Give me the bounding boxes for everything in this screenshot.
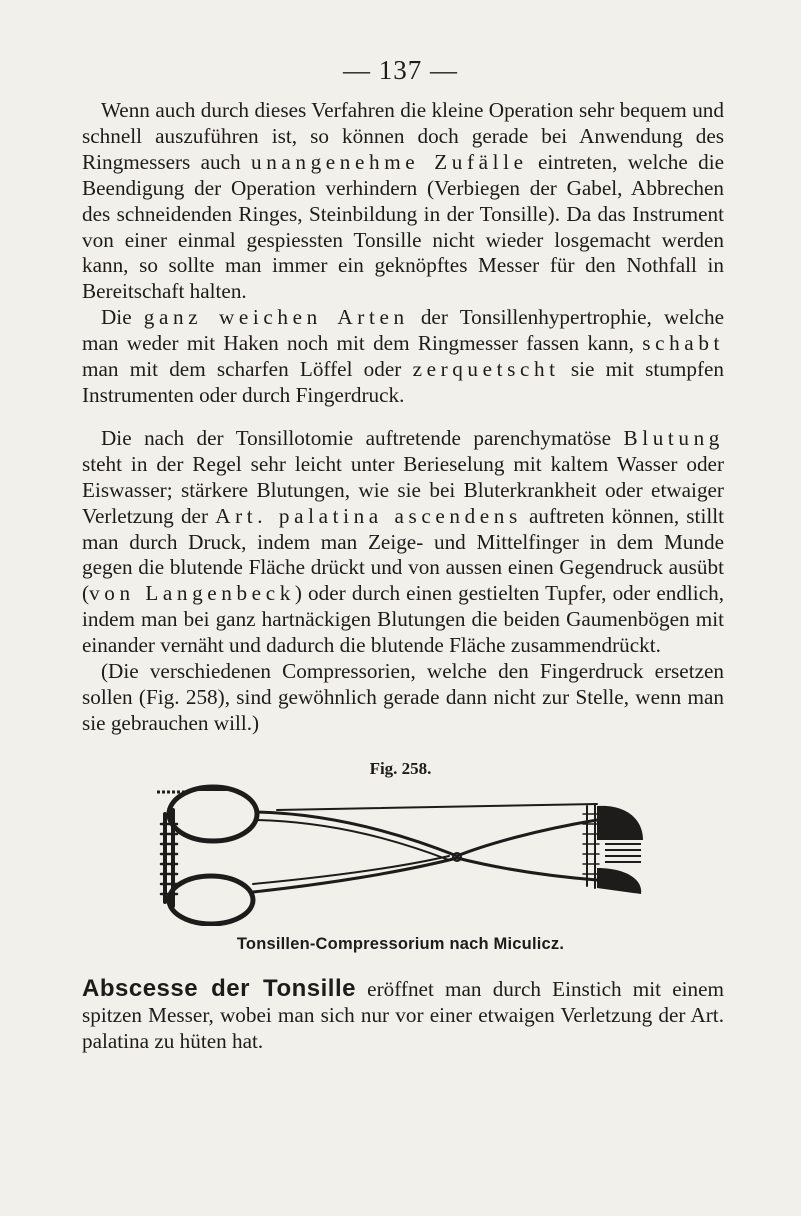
upper-arm: [257, 812, 597, 856]
emphasis-text: Blutung: [623, 425, 724, 450]
paragraph-blutung: Die nach der Tonsillotomie auftretende parenchymatöse Blutung steht in der Regel sehr leicht unter Berieselung mit kaltem Wasser oder Eiswasser; stärkere Blutungen, wie sie bei Bluterkrankheit oder etwaiger Verletzung der Art. palatina ascendens auftreten können, stillt man durch Druck, indem man Zeige- und Mittelfinger in dem Munde gegen die blutende Fläche drückt und von aussen einen Gegendruck ausübt (von Langenbeck) oder durch einen gestielten Tupfer, oder endlich, indem man bei ganz hartnäckigen Blutungen die beiden Gaumenbögen mit einander vernäht und dadurch die blutende Fläche zusammendrückt.: [82, 425, 724, 658]
emphasis-text: ganz weichen Arten: [143, 305, 409, 330]
emphasis-text: von Langenbeck: [89, 581, 295, 606]
paragraph-weiche-arten: Die ganz weichen Arten der Tonsillenhypertrophie, welche man weder mit Haken noch mit dem Ringmesser fassen kann, schabt man mit dem scharfen Löffel oder zerquetscht sie mit stumpfen Instrumenten oder durch Fingerdruck.: [82, 305, 724, 407]
figure-label: Fig. 258.: [369, 759, 432, 778]
paragraph-ringmesser: Wenn auch durch dieses Verfahren die kleine Operation sehr bequem und schnell auszuführen ist, so können doch gerade bei Anwendung des Ringmessers auch unangenehme Zufälle eintreten, welche die Beendigung der Operation verhindern (Verbiegen der Gabel, Abbrechen des schneidenden Ringes, Steinbildung in der Tonsille). Da das Instrument von einer einmal gespiessten Tonsille nicht wieder losgemacht werden kann, so sollte man immer ein geknöpftes Messer für den Nothfall in Bereitschaft halten.: [82, 98, 724, 304]
paragraph-abscesse: Abscesse der Tonsille eröffnet man durch Einstich mit einem spitzen Messer, wobei man sich nur vor einer etwaigen Verletzung der Art. palatina zu hüten hat.: [82, 975, 724, 1053]
pad-upper: [597, 806, 643, 840]
lower-ring: [169, 876, 253, 924]
body-text-lower: [82, 976, 724, 1055]
paragraph-compressorien: (Die verschiedenen Compressorien, welche den Fingerdruck ersetzen sollen (Fig. 258), sind gewöhnlich gerade dann nicht zur Stelle, wenn man sie gebrauchen will.): [82, 659, 724, 735]
figure-caption: Tonsillen-Compressorium nach Miculicz.: [236, 935, 565, 953]
pad-lower: [597, 868, 641, 894]
emphasis-text: schabt: [642, 331, 724, 356]
emphasis-text: unangenehme Zufälle: [251, 149, 528, 174]
tonsil-compressor-illustration: [157, 784, 645, 926]
page-number: — 137 —: [343, 55, 458, 85]
run-in-heading: Abscesse der Tonsille: [82, 975, 356, 1002]
body-text-upper: [82, 98, 724, 737]
emphasis-text: zerquetscht: [412, 357, 560, 382]
upper-ring: [169, 787, 257, 841]
screw: [587, 804, 595, 888]
lower-arm: [253, 858, 597, 892]
emphasis-text: Art. palatina ascendens: [215, 503, 522, 528]
